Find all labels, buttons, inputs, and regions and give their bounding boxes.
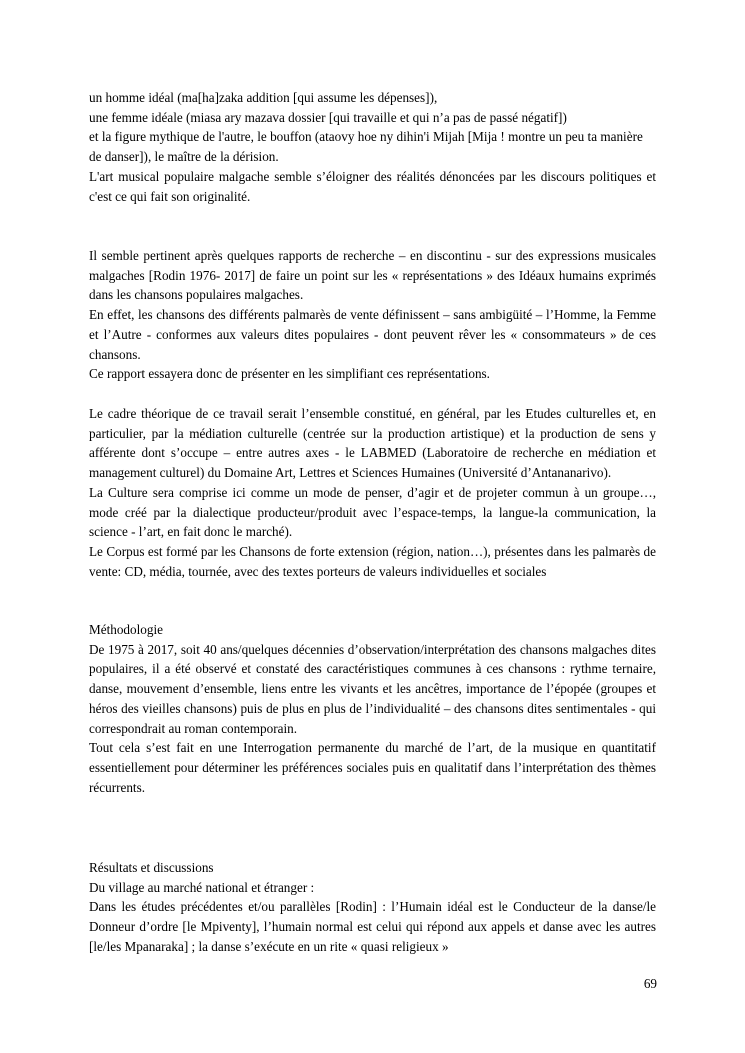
results-paragraph: Dans les études précédentes et/ou parallèles [Rodin] : l’Humain idéal est le Conducteur de la danse/le Donneur d’ordre [le Mpiventy], l’humain normal est celui qui répond aux appels et danse avec les autres [le/les Mpanaraka] ; la danse s’exécute en un rite « quasi religieux » (89, 899, 656, 954)
intro-block (89, 88, 656, 206)
section-heading: Méthodologie (89, 622, 163, 637)
theory-paragraph: Le cadre théorique de ce travail serait l’ensemble constitué, en général, par les Etudes culturelles et, en particulier, par la médiation culturelle (centrée sur la production artistique) et la production de sens y afférente dont s’occupe – entre autres axes - le LABMED (Laboratoire de recherche en médiation et management culturel) du Domaine Art, Lettres et Sciences Humaines (Université d’Antananarivo). (89, 406, 656, 481)
methodology-paragraph: De 1975 à 2017, soit 40 ans/quelques décennies d’observation/interprétation des chansons malgaches dites populaires, il a été observé et constaté des caractéristiques communes à ces chansons : rythme ternaire, danse, mouvement d’ensemble, liens entre les vivants et les ancêtres, importance de l’épopée (groupes et héros des vieilles chansons) puis de plus en plus de l’individualité – des chansons dites sentimentales - qui correspondrait au roman contemporain. (89, 641, 656, 736)
context-paragraph: Ce rapport essayera donc de présenter en les simplifiant ces représentations. (89, 366, 490, 382)
theory-paragraph: La Culture sera comprise ici comme un mode de penser, d’agir et de projeter commun à un groupe…, mode créé par la dialectique producteur/produit avec l’espace-temps, la langue-la communication, la science - l’art, en fait donc le marché). (89, 484, 656, 540)
section-subheading: Du village au marché national et étranger : (89, 879, 315, 895)
theory-paragraph: Le Corpus est formé par les Chansons de forte extension (région, nation…), présentes dans les palmarès de vente: CD, média, tournée, avec des textes porteurs de valeurs individuelles et sociales (89, 543, 656, 579)
page-number: 69 (643, 976, 657, 991)
section-heading: Résultats et discussions (89, 860, 214, 875)
intro-line: et la figure mythique de l'autre, le bouffon (ataovy hoe ny dihin'i Mijah [Mija ! montre un peu ta manière de danser]), le maître de la dérision. (89, 129, 643, 165)
methodology-paragraph: Tout cela s’est fait en une Interrogation permanente du marché de l’art, de la musique en quantitatif essentiellement pour déterminer les préférences sociales puis en qualitatif dans l’interprétation des thèmes récurrents. (89, 740, 656, 795)
intro-paragraph: L'art musical populaire malgache semble s’éloigner des réalités dénoncées par les discours politiques et c'est ce qui fait son originalité. (89, 168, 656, 204)
methodology-section (89, 620, 656, 797)
intro-line: un homme idéal (ma[ha]zaka addition [qui assume les dépenses]), (89, 90, 438, 105)
context-paragraph: Il semble pertinent après quelques rapports de recherche – en discontinu - sur des expressions musicales malgaches [Rodin 1976- 2017] de faire un point sur les « représentations » des Idéaux humains exprimés dans les chansons populaires malgaches. (89, 248, 656, 303)
context-paragraph: En effet, les chansons des différents palmarès de vente définissent – sans ambigüité – l’Homme, la Femme et l’Autre - conformes aux valeurs dites populaires - dont peuvent rêver les « consommateurs » de ces chansons. (89, 307, 656, 362)
theory-section (89, 404, 656, 581)
results-section (89, 858, 656, 957)
context-section (89, 246, 656, 384)
intro-line: une femme idéale (miasa ary mazava dossier [qui travaille et qui n’a pas de passé négatif]) (89, 109, 567, 125)
